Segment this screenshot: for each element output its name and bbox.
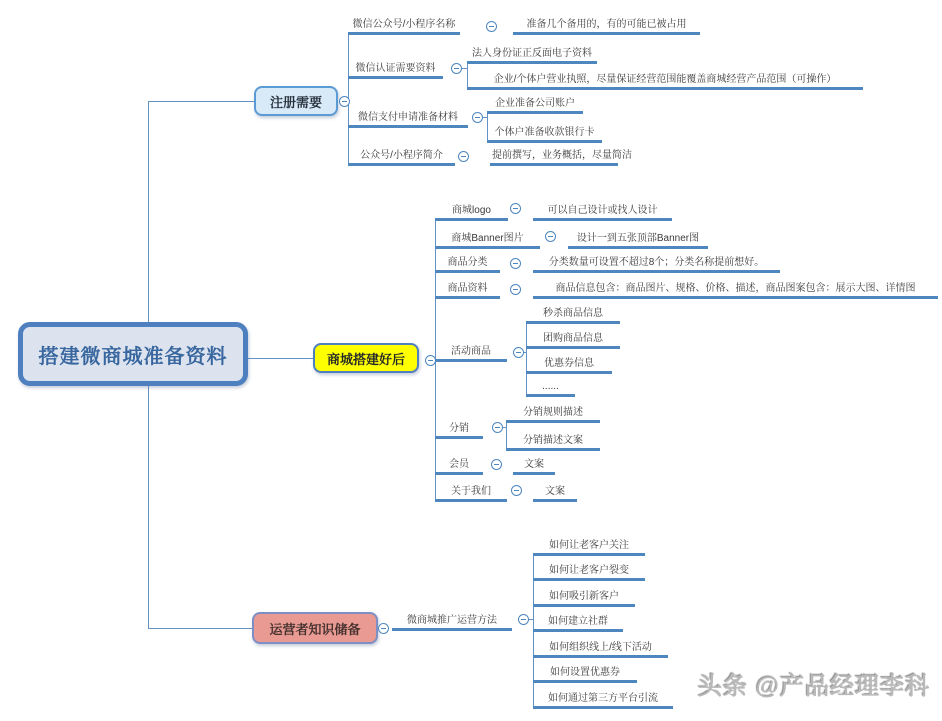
minus-circle-icon[interactable] [545,231,556,242]
note-company-account: 企业准备公司账户 [487,98,583,114]
minus-circle-icon[interactable] [491,459,502,470]
connector-root-to-mall [248,358,313,359]
note-set-coupons: 如何设置优惠券 [533,667,637,683]
note-backup-names: 准备几个备用的，有的可能已被占用 [513,19,700,35]
note-write-intro: 提前撰写，业务概括，尽量简洁 [490,150,618,166]
note-legal-id: 法人身份证正反面电子资料 [467,48,597,64]
node-root[interactable]: 搭建微商城准备资料 [18,322,248,386]
topic-wechat-cert-materials: 微信认证需要资料 [348,63,443,79]
topic-product-category: 商品分类 [435,257,500,273]
minus-circle-icon[interactable] [378,623,389,634]
note-flash-sale: 秒杀商品信息 [526,308,620,324]
note-member-copy: 文案 [513,459,555,475]
minus-circle-icon[interactable] [458,151,469,162]
topic-promotion-methods: 微商城推广运营方法 [392,615,512,631]
note-distribution-rules: 分销规则描述 [506,407,600,423]
note-old-customer-fission: 如何让老客户裂变 [533,565,645,581]
note-category-limit: 分类数量可设置不超过8个；分类名称提前想好。 [533,257,780,273]
topic-wechat-pay-materials: 微信支付申请准备材料 [348,112,468,128]
connector-root-to-register-h [148,101,254,102]
note-group-buy: 团购商品信息 [526,333,620,349]
note-banner-count: 设计一到五张顶部Banner图 [568,233,708,249]
minus-circle-icon[interactable] [511,485,522,496]
connector-root-to-register-v [148,101,149,322]
minus-circle-icon[interactable] [518,614,529,625]
minus-circle-icon[interactable] [451,63,462,74]
note-old-customer-follow: 如何让老客户关注 [533,540,645,556]
node-register[interactable]: 注册需要 [254,86,338,116]
topic-product-data: 商品资料 [435,283,500,299]
topic-mall-banner: 商城Banner图片 [435,233,540,249]
minus-circle-icon[interactable] [510,284,521,295]
minus-circle-icon[interactable] [513,347,524,358]
connector-root-to-operator-v [148,386,149,628]
note-coupon-info: 优惠券信息 [526,358,612,374]
note-third-party-traffic: 如何通过第三方平台引流 [533,693,673,709]
note-design-logo: 可以自己设计或找人设计 [533,205,672,221]
note-build-community: 如何建立社群 [533,616,623,632]
topic-mall-logo: 商城logo [435,205,508,221]
node-operator-knowledge[interactable]: 运营者知识储备 [252,612,378,644]
node-mall-after-build[interactable]: 商城搭建好后 [313,343,419,373]
note-bank-card: 个体户准备收款银行卡 [487,127,602,143]
minus-circle-icon[interactable] [510,203,521,214]
note-online-offline-events: 如何组织线上/线下活动 [533,642,668,658]
minus-circle-icon[interactable] [425,355,436,366]
minus-circle-icon[interactable] [510,258,521,269]
note-distribution-copy: 分销描述文案 [506,435,600,451]
connector-root-to-operator-h [148,628,252,629]
watermark: 头条 @产品经理李科 [698,673,931,700]
topic-member: 会员 [435,459,483,475]
note-product-info: 商品信息包含：商品图片、规格、价格、描述，商品图案包含：展示大图、详情图 [533,283,938,299]
topic-distribution: 分销 [435,423,483,439]
note-business-license: 企业/个体户营业执照，尽量保证经营范围能覆盖商城经营产品范围（可操作） [467,74,863,90]
note-about-copy: 文案 [533,486,577,502]
topic-account-intro: 公众号/小程序简介 [348,150,455,166]
minus-circle-icon[interactable] [339,96,350,107]
topic-about-us: 关于我们 [435,486,507,502]
note-ellipsis: ...... [526,381,575,397]
minus-circle-icon[interactable] [486,21,497,32]
topic-activity-products: 活动商品 [435,346,507,362]
note-attract-new-customers: 如何吸引新客户 [533,591,635,607]
minus-circle-icon[interactable] [492,422,503,433]
minus-circle-icon[interactable] [472,112,483,123]
topic-wechat-account-name: 微信公众号/小程序名称 [348,19,460,35]
